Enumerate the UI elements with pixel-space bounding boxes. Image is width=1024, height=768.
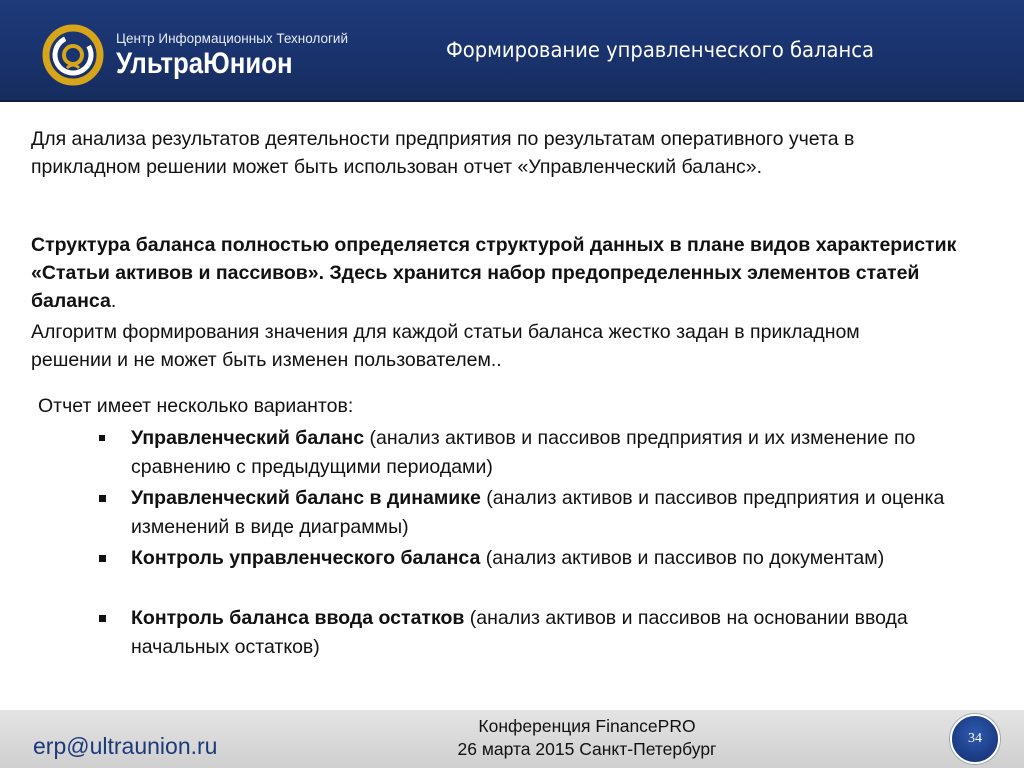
header-divider	[0, 100, 1024, 102]
list-item-text	[131, 604, 991, 662]
list-item-bold: Управленческий баланс в динамике	[131, 487, 481, 509]
logo-subtitle: Центр Информационных Технологий	[116, 31, 349, 46]
structure-paragraph	[31, 231, 971, 315]
list-item-bold: Управленческий баланс	[131, 427, 365, 449]
list-item-rest: (анализ активов и пассивов по документам)	[480, 547, 885, 569]
list-item-bold: Контроль управленческого баланса	[131, 547, 481, 569]
conference-info	[0, 715, 1024, 761]
intro-paragraph: Для анализа результатов деятельности предприятия по результатам оперативного учета в прикладном решении может быть использован отчет «Управленческий баланс».	[31, 128, 855, 178]
list-item-bold: Контроль баланса ввода остатков	[131, 607, 465, 629]
structure-paragraph-bold: Структура баланса полностью определяется структурой данных в плане видов характеристик «Статьи активов и пассивов». Здесь хранится набор предопределенных элементов статей баланса	[31, 234, 957, 312]
logo-wordmark: УльтраЮнион	[116, 47, 293, 80]
conference-name: Конференция FinancePRO	[478, 716, 696, 736]
algorithm-paragraph: Алгоритм формирования значения для каждой статьи баланса жестко задан в прикладном решении и не может быть изменен пользователем..	[31, 321, 860, 371]
conference-date-place: 26 марта 2015 Санкт-Петербург	[457, 739, 717, 759]
list-item-text	[131, 424, 991, 482]
bullet-square-icon	[99, 435, 105, 441]
list-item-rest: (анализ активов и пассивов предприятия и их изменение по сравнению с предыдущими периодами)	[131, 427, 916, 478]
variants-heading: Отчет имеет несколько вариантов:	[38, 395, 354, 417]
page-title: Формирование управленческого баланса	[446, 38, 874, 62]
bullet-square-icon	[99, 615, 106, 622]
bullet-square-icon	[99, 555, 106, 562]
list-item-text	[131, 484, 991, 542]
list-item-text	[131, 544, 991, 573]
contact-email: erp@ultraunion.ru	[33, 733, 218, 759]
slide-header	[0, 0, 1024, 102]
list-item-rest: (анализ активов и пассивов на основании ввода начальных остатков)	[131, 607, 908, 658]
slide-footer	[0, 710, 1024, 768]
ring-logo-icon	[42, 24, 104, 86]
page-number-badge: 34	[950, 714, 1000, 764]
list-item-rest: (анализ активов и пассивов предприятия и оценка изменений в виде диаграммы)	[131, 487, 945, 538]
structure-paragraph-tail: .	[110, 290, 117, 312]
bullet-square-icon	[99, 495, 106, 502]
